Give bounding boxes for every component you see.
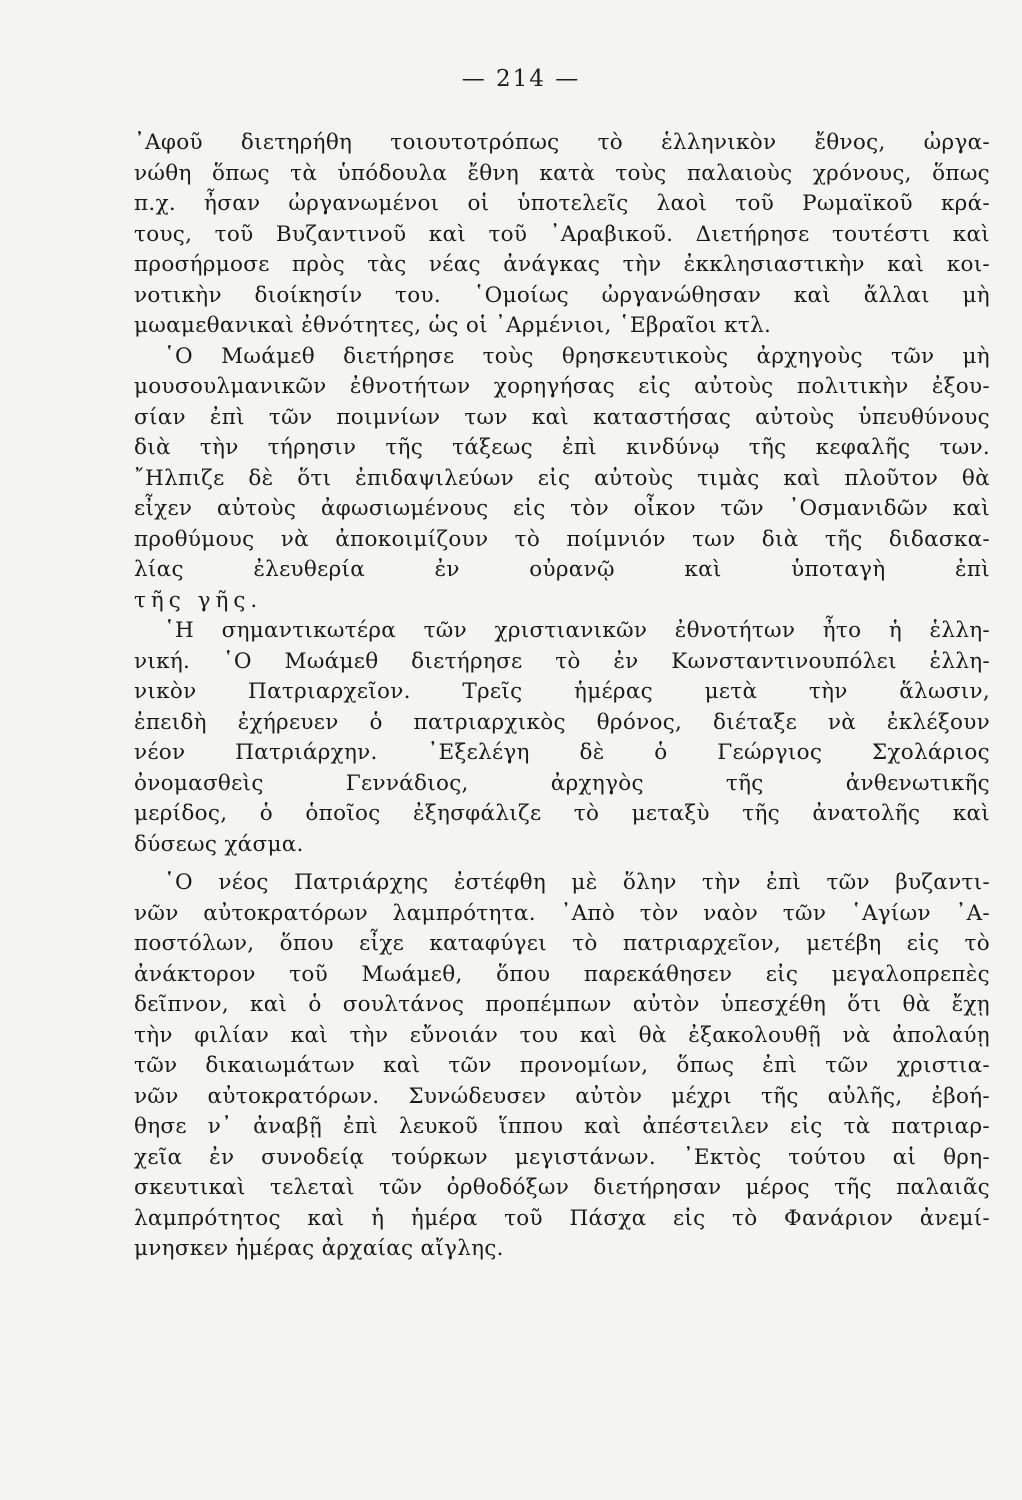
text-line: ῾Ο νέος Πατριάρχης ἐστέφθη μὲ ὅλην τὴν ἐπὶ τῶν βυζαντι- xyxy=(164,870,990,895)
text-line: π.χ. ἦσαν ὠργανωμένοι οἱ ὑποτελεῖς λαοὶ τοῦ Ρωμαϊκοῦ κρά- xyxy=(134,191,990,216)
text-line: ᾿Αφοῦ διετηρήθη τοιουτοτρόπως τὸ ἑλληνικὸν ἔθνος, ὠργα- xyxy=(134,130,990,155)
text-line: δύσεως χάσμα. xyxy=(134,831,304,857)
text-line: ῎Ηλπιζε δὲ ὅτι ἐπιδαψιλεύων εἰς αὐτοὺς τιμὰς καὶ πλοῦτον θὰ xyxy=(134,465,990,491)
text-line: μερίδος, ὁ ὁποῖος ἐξησφάλιζε τὸ μεταξὺ τῆς ἀνατολῆς καὶ xyxy=(134,801,990,826)
text-line: νώθη ὅπως τὰ ὑπόδουλα ἔθνη κατὰ τοὺς παλαιοὺς χρόνους, ὅπως xyxy=(134,160,990,186)
text-line: προθύμους νὰ ἀποκοιμίζουν τὸ ποίμνιόν των διὰ τῆς διδασκα- xyxy=(134,526,990,552)
page-number: — 214 — xyxy=(461,66,581,92)
text-line: ἐπειδὴ ἐχήρευεν ὁ πατριαρχικὸς θρόνος, διέταξε νὰ ἐκλέξουν xyxy=(134,709,990,735)
text-line: νικὸν Πατριαρχεῖον. Τρεῖς ἡμέρας μετὰ τὴν ἅλωσιν, xyxy=(134,679,990,704)
body-text xyxy=(134,128,990,1265)
text-line: τῆς γῆς. xyxy=(134,587,263,613)
text-line: διὰ τὴν τήρησιν τῆς τάξεως ἐπὶ κινδύνῳ τῆς κεφαλῆς των. xyxy=(134,435,990,460)
text-line: τὴν φιλίαν καὶ τὴν εὔνοιάν του καὶ θὰ ἐξακολουθῇ νὰ ἀπολαύῃ xyxy=(134,1022,990,1048)
text-line: νοτικὴν διοίκησίν του. ῾Ομοίως ὠργανώθησαν καὶ ἄλλαι μὴ xyxy=(134,282,990,308)
text-line: σκευτικαὶ τελεταὶ τῶν ὀρθοδόξων διετήρησαν μέρος τῆς παλαιᾶς xyxy=(134,1175,990,1200)
text-line: νῶν αὐτοκρατόρων λαμπρότητα. ᾿Απὸ τὸν ναὸν τῶν ῾Αγίων ᾿Α- xyxy=(134,900,990,926)
text-line: τους, τοῦ Βυζαντινοῦ καὶ τοῦ ᾿Αραβικοῦ. Διετήρησε τουτέστι καὶ xyxy=(134,221,990,247)
text-line: ποστόλων, ὅπου εἶχε καταφύγει τὸ πατριαρχεῖον, μετέβη εἰς τὸ xyxy=(134,931,990,956)
text-line: ἀνάκτορον τοῦ Μωάμεθ, ὅπου παρεκάθησεν εἰς μεγαλοπρεπὲς xyxy=(134,961,990,987)
text-line: μουσουλμανικῶν ἐθνοτήτων χορηγήσας εἰς αὐτοὺς πολιτικὴν ἐξου- xyxy=(134,374,990,399)
text-line: προσήρμοσε πρὸς τὰς νέας ἀνάγκας τὴν ἐκκλησιαστικὴν καὶ κοι- xyxy=(134,252,990,277)
text-line: ὀνομασθεὶς Γεννάδιος, ἀρχηγὸς τῆς ἀνθενωτικῆς xyxy=(134,770,990,796)
text-line: ῾Η σημαντικωτέρα τῶν χριστιανικῶν ἐθνοτήτων ἦτο ἡ ἑλλη- xyxy=(164,618,990,643)
text-line: τῶν δικαιωμάτων καὶ τῶν προνομίων, ὅπως ἐπὶ τῶν χριστια- xyxy=(134,1053,990,1078)
text-line: νέον Πατριάρχην. ᾿Εξελέγη δὲ ὁ Γεώργιος Σχολάριος xyxy=(134,740,990,765)
text-line: σίαν ἐπὶ τῶν ποιμνίων των καὶ καταστήσας αὐτοὺς ὑπευθύνους xyxy=(134,404,990,430)
text-line: νική. ῾Ο Μωάμεθ διετήρησε τὸ ἐν Κωνσταντινουπόλει ἑλλη- xyxy=(134,648,990,674)
text-line: λίας ἐλευθερία ἐν οὐρανῷ καὶ ὑποταγὴ ἐπὶ xyxy=(134,557,990,582)
text-line: λαμπρότητος καὶ ἡ ἡμέρα τοῦ Πάσχα εἰς τὸ Φανάριον ἀνεμί- xyxy=(134,1205,990,1231)
text-line: εἶχεν αὐτοὺς ἀφωσιωμένους εἰς τὸν οἶκον τῶν ᾿Οσμανιδῶν καὶ xyxy=(134,496,990,521)
text-line: μνησκεν ἡμέρας ἀρχαίας αἴγλης. xyxy=(134,1236,504,1261)
text-line: χεῖα ἐν συνοδείᾳ τούρκων μεγιστάνων. ᾿Εκτὸς τούτου αἱ θρη- xyxy=(134,1144,990,1170)
text-line: νῶν αὐτοκρατόρων. Συνώδευσεν αὐτὸν μέχρι τῆς αὐλῆς, ἐβοή- xyxy=(134,1083,990,1109)
text-line: θησε ν᾿ ἀναβῇ ἐπὶ λευκοῦ ἵππου καὶ ἀπέστειλεν εἰς τὰ πατριαρ- xyxy=(134,1114,990,1139)
text-line: ῾Ο Μωάμεθ διετήρησε τοὺς θρησκευτικοὺς ἀρχηγοὺς τῶν μὴ xyxy=(164,343,990,369)
text-line: δεῖπνον, καὶ ὁ σουλτάνος προπέμπων αὐτὸν ὑπεσχέθη ὅτι θὰ ἔχῃ xyxy=(134,992,990,1017)
text-line: μωαμεθανικαὶ ἐθνότητες, ὡς οἱ ᾿Αρμένιοι, ῾Εβραῖοι κτλ. xyxy=(134,313,772,338)
